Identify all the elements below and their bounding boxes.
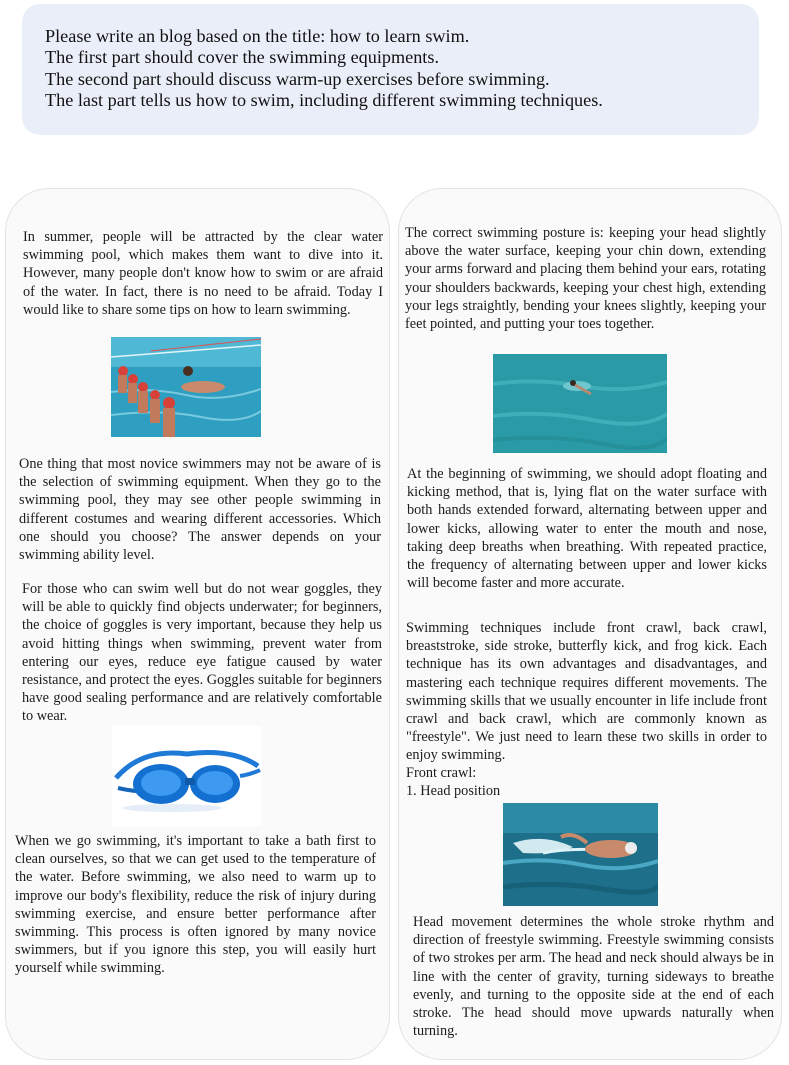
swim-class-photo — [111, 337, 261, 437]
front-crawl-heading: Front crawl: — [406, 765, 477, 781]
equipment-paragraph: One thing that most novice swimmers may not be aware of is the selection of swimming equipment. When they go to the swimming pool, they may see other people swimming in different costumes and wearing different accessories. Which one should you choose? The answer depends on your swimming ability level. — [19, 456, 381, 564]
techniques-paragraph: Swimming techniques include front crawl, back crawl, breaststroke, side stroke, butterfly kick, and frog kick. Each technique has its own advantages and disadvantages, and mastering each technique requires different movements. The swimming skills that we usually encounter in life include front crawl and back crawl, which are commonly known as "freestyle". We just need to learn these two skills in order to enjoy swimming. — [406, 620, 767, 764]
posture-paragraph: The correct swimming posture is: keeping your head slightly above the water surface, keeping your chin down, extending your arms forward and placing them behind your ears, rotating your shoulders backwards, keeping your chest high, extending your legs straightly, bending your knees slightly, keeping your feet pointed, and putting your toes together. — [405, 225, 766, 333]
prompt-line-4: The last part tells us how to swim, including different swimming techniques. — [45, 89, 603, 110]
prompt-line-1: Please write an blog based on the title: how to learn swim. — [45, 26, 470, 46]
head-movement-paragraph: Head movement determines the whole stroke rhythm and direction of freestyle swimming. Freestyle swimming consists of two strokes per arm. The head and neck should always be in line with the center of gravity, turning sideways to breathe evenly, and turning to the opposite side at the end of each stroke. The head should move upwards naturally when turning. — [413, 914, 774, 1040]
swimmer-photo — [493, 354, 667, 453]
front-crawl-photo — [503, 803, 658, 906]
intro-paragraph: In summer, people will be attracted by the clear water swimming pool, which makes them want to dive into it. However, many people don't know how to swim or are afraid of the water. In fact, there is no need to be afraid. Today I would like to share some tips on how to learn swimming. — [23, 229, 383, 318]
goggles-paragraph: For those who can swim well but do not wear goggles, they will be able to quickly find objects underwater; for beginners, the choice of goggles is very important, because they help us avoid hitting things when swimming, prevent water from entering our eyes, reduce eye fatigue caused by water resistance, and protect the eyes. Goggles suitable for beginners have good sealing performance and are relatively comfortable to wear. — [22, 581, 382, 725]
prompt-line-2: The first part should cover the swimming equipments. — [45, 47, 439, 68]
head-position-heading: 1. Head position — [406, 783, 501, 799]
floating-paragraph: At the beginning of swimming, we should adopt floating and kicking method, that is, lying flat on the water surface with both hands extended forward, alternating between upper and lower kicks, allowing water to enter the mouth and nose, taking deep breaths when breathing. With repeated practice, the frequency of alternating between upper and lower kicks will become faster and more accurate. — [407, 466, 767, 592]
goggles-photo — [112, 726, 262, 826]
prompt-box — [22, 4, 759, 135]
prompt-line-3: The second part should discuss warm-up exercises before swimming. — [45, 68, 550, 89]
warmup-paragraph: When we go swimming, it's important to take a bath first to clean ourselves, so that we can get used to the temperature of the water. Before swimming, we also need to warm up to improve our body's flexibility, reduce the risk of injury during swimming exercise, and ensure better performance after swimming. This process is often ignored by many novice swimmers, but if you ignore this step, you will easily hurt yourself while swimming. — [15, 833, 376, 977]
